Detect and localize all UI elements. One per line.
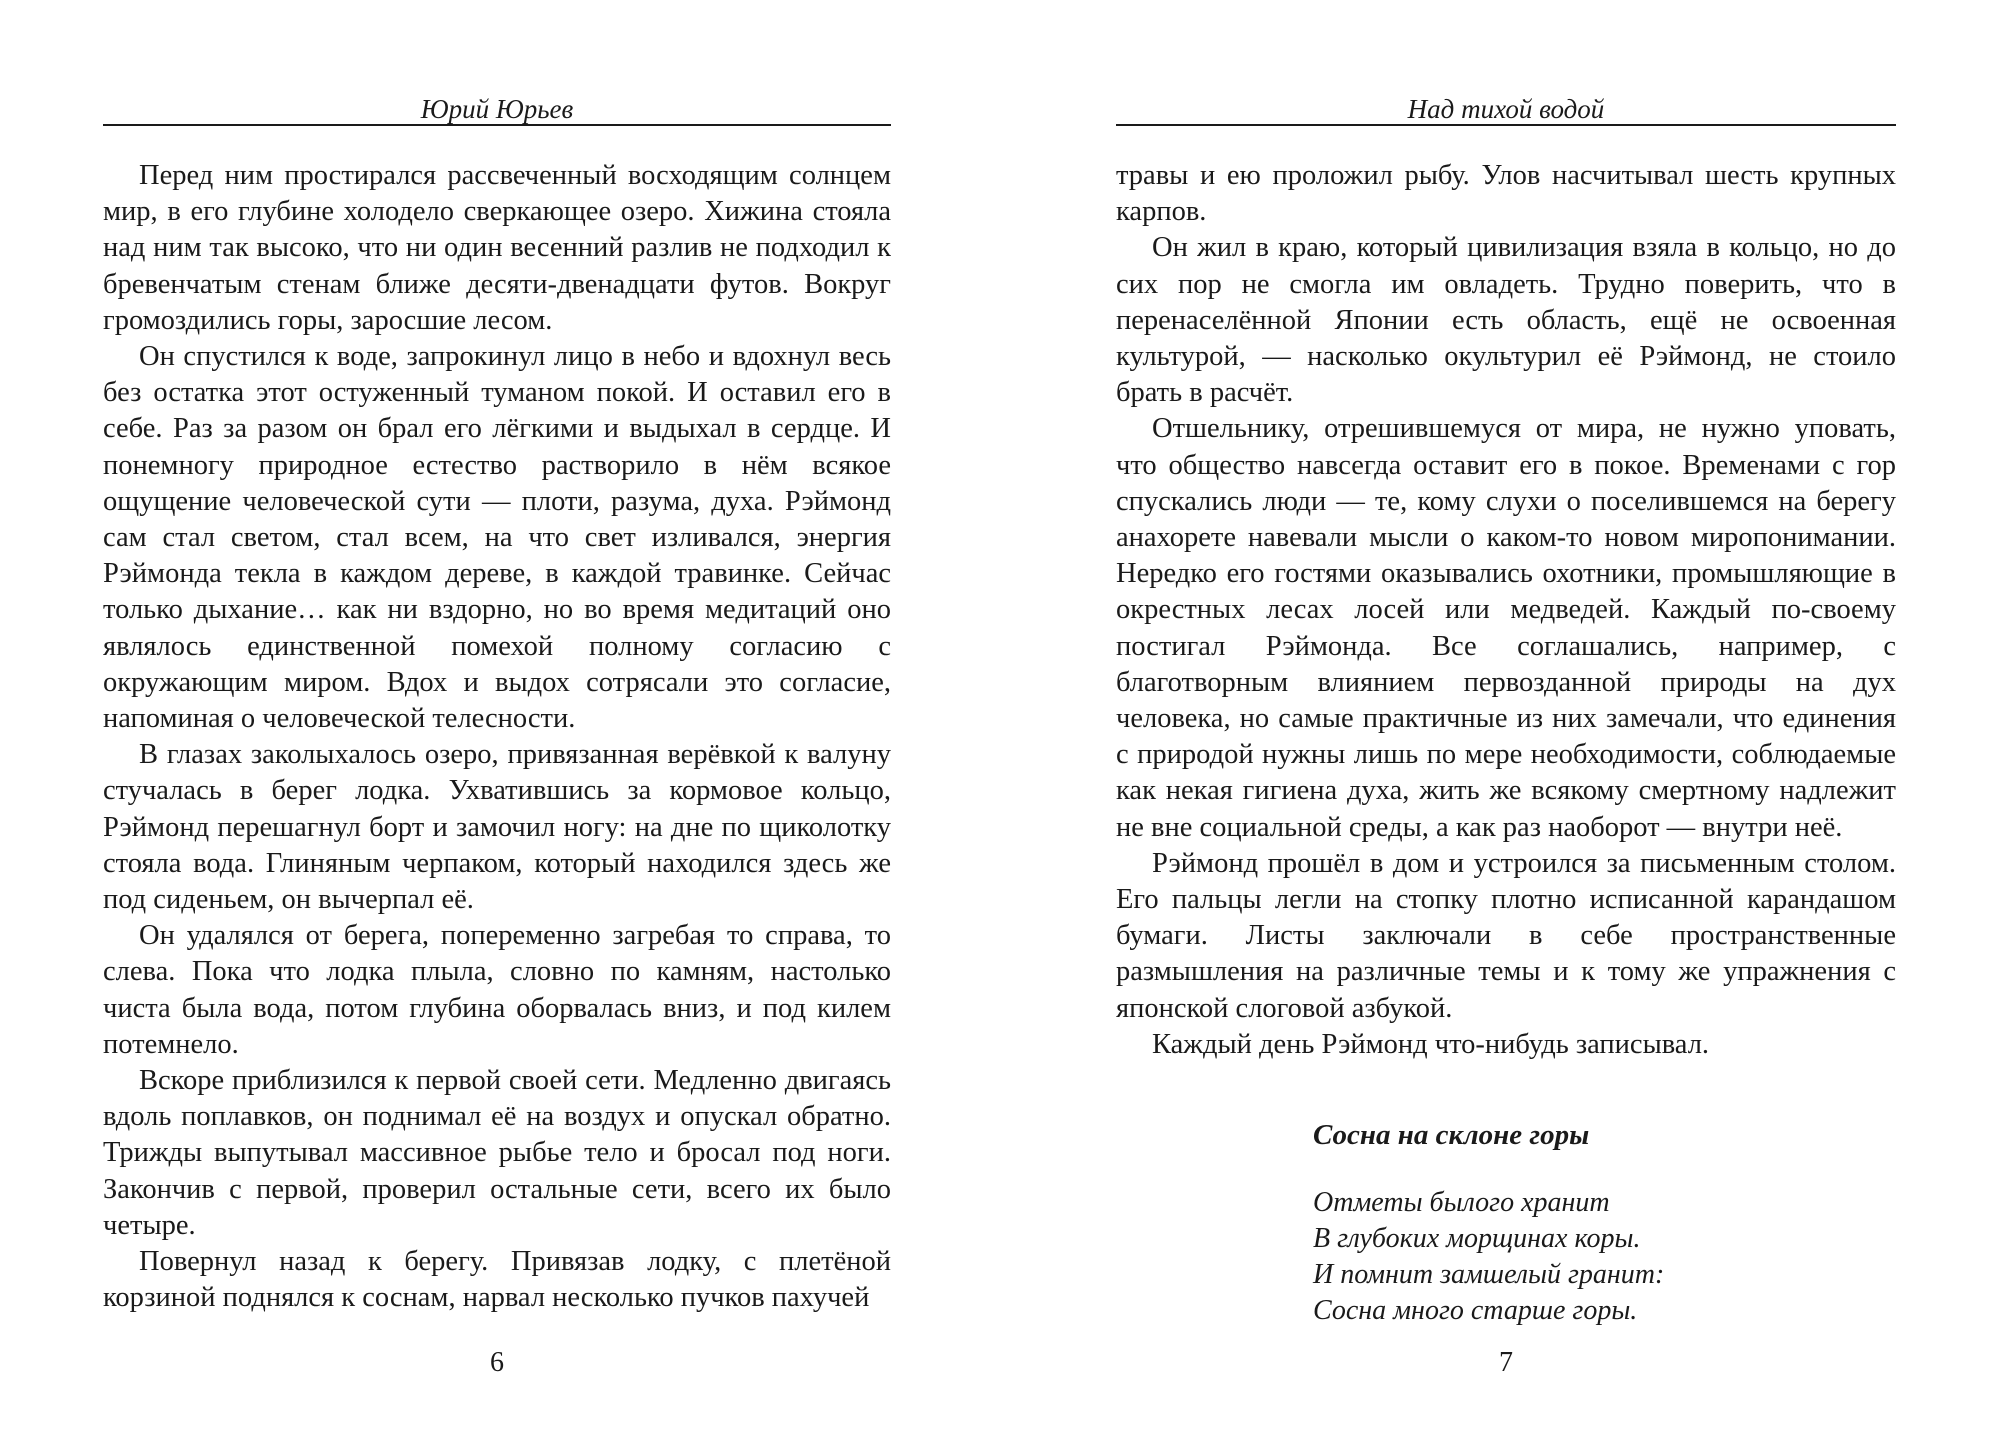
right-page [1116, 0, 1896, 1440]
paragraph: Он удалялся от берега, попеременно загребая то справа, то слева. Пока что лодка плыла, словно по камням, настолько чиста была вода, потом глубина оборвалась вниз, и под килем потемнело. [103, 920, 891, 1060]
left-header-rule [103, 124, 891, 126]
poem-line: В глубоких морщинах коры. [1313, 1223, 1641, 1255]
right-running-head: Над тихой водой [1407, 94, 1605, 124]
poem-line: Отметы былого хранит [1313, 1187, 1610, 1219]
poem-title: Сосна на склоне горы [1313, 1119, 1590, 1152]
paragraph: Вскоре приблизился к первой своей сети. Медленно двигаясь вдоль поплавков, он поднимал её на воздух и опускал обратно. Трижды выпутывал массивное рыбье тело и бросал под ноги. Закончив с первой, проверил остальные сети, всего их было четыре. [103, 1065, 891, 1241]
paragraph: Отшельнику, отрешившемуся от мира, не нужно уповать, что общество навсегда оставит его в покое. Временами с гор спускались люди — те, кому слухи о поселившемся на берегу анахорете навевали мысли о каком-то новом миропонимании. Нередко его гостями оказывались охотники, промышляющие в окрестных лесах лосей или медведей. Каждый по-своему постигал Рэймонда. Все соглашались, например, с благотворным влиянием первозданной природы на дух человека, но самые практичные из них замечали, что единения с природой нужны лишь по мере необходимости, соблюдаемые как некая гигиена духа, жить же всякому смертному надлежит не вне социальной среды, а как раз наоборот — внутри неё. [1116, 413, 1896, 843]
poem-line: Сосна много старше горы. [1313, 1295, 1638, 1327]
right-page-number: 7 [1499, 1347, 1513, 1378]
left-running-head: Юрий Юрьев [420, 94, 574, 124]
right-page-text [1116, 158, 1896, 1329]
paragraph: Он спустился к воде, запрокинул лицо в небо и вдохнул весь без остатка этот остуженный туманом покой. И оставил его в себе. Раз за разом он брал его лёгкими и выдыхал в сердце. И понемногу природное естество растворило в нём всякое ощущение человеческой сути — плоти, разума, духа. Рэймонд сам стал светом, стал всем, на что свет изливался, энергия Рэймонда текла в каждом дереве, в каждой травинке. Сейчас только дыхание… как ни вздорно, но во время медитаций оно являлось единственной помехой полному согласию с окружающим миром. Вдох и выдох сотрясали это согласие, напоминая о человеческой телесности. [103, 341, 891, 735]
paragraph: Он жил в краю, который цивилизация взяла в кольцо, но до сих пор не смогла им овладеть. Трудно поверить, что в перенаселённой Японии есть область, ещё не освоенная культурой, — насколько окультурил её Рэймонд, не стоило брать в расчёт. [1116, 232, 1896, 409]
paragraph: Рэймонд прошёл в дом и устроился за письменным столом. Его пальцы легли на стопку плотно исписанной карандашом бумаги. Листы заключали в себе пространственные размышления на различные темы и к тому же упражнения с японской слоговой азбукой. [1116, 847, 1896, 1024]
left-page-number: 6 [490, 1347, 504, 1378]
poem [1116, 1185, 1896, 1329]
left-page [103, 0, 891, 1440]
poem-line: И помнит замшелый гранит: [1313, 1259, 1665, 1291]
paragraph: Каждый день Рэймонд что-нибудь записывал. [1152, 1028, 1710, 1060]
left-page-text [103, 158, 891, 1317]
right-header-rule [1116, 124, 1896, 126]
paragraph: В глазах заколыхалось озеро, привязанная верёвкой к валуну стучалась в берег лодка. Ухватившись за кормовое кольцо, Рэймонд перешагнул борт и замочил ногу: на дне по щиколотку стояла вода. Глиняным черпаком, который находился здесь же под сиденьем, он вычерпал её. [103, 739, 891, 916]
paragraph-continuation: травы и ею проложил рыбу. Улов насчитывал шесть крупных карпов. [1116, 160, 1896, 228]
paragraph: Перед ним простирался рассвеченный восходящим солнцем мир, в его глубине холодело сверкающее озеро. Хижина стояла над ним так высоко, что ни один весенний разлив не подходил к бревенчатым стенам ближе десяти-двенадцати футов. Вокруг громоздились горы, заросшие лесом. [103, 160, 891, 336]
paragraph: Повернул назад к берегу. Привязав лодку, с плетёной корзиной поднялся к соснам, нарвал несколько пучков пахучей [103, 1246, 891, 1314]
